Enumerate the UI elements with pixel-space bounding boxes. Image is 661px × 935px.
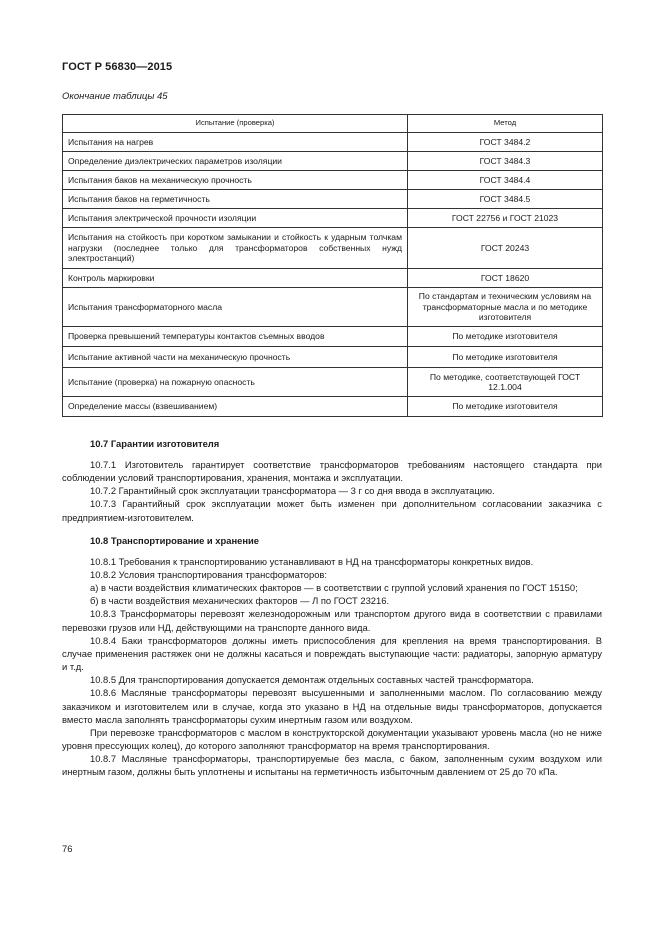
paragraph: 10.8.4 Баки трансформаторов должны иметь приспособления для крепления на время транспортирования. В случае применения растяжек они не должны касаться и повреждать выступающие части: радиаторы, запорную арматуру и т.д.: [62, 634, 602, 673]
test-cell: Испытание (проверка) на пожарную опасность: [63, 368, 408, 397]
table-row: [63, 269, 603, 288]
paragraph: 10.7.3 Гарантийный срок эксплуатации может быть изменен при дополнительном согласовании заказчика с предприятием-изготовителем.: [62, 498, 602, 523]
test-methods-table: [62, 114, 603, 417]
test-cell: Испытания трансформаторного масла: [63, 288, 408, 327]
table-row: [63, 327, 603, 347]
method-cell: ГОСТ 3484.4: [408, 171, 603, 190]
method-cell: ГОСТ 22756 и ГОСТ 21023: [408, 209, 603, 228]
document-body: [62, 437, 602, 778]
test-cell: Испытания электрической прочности изоляции: [63, 209, 408, 228]
document-title: ГОСТ Р 56830—2015: [62, 61, 173, 73]
column-header-method: Метод: [408, 115, 603, 133]
test-cell: Испытания на нагрев: [63, 133, 408, 152]
page-number: 76: [62, 843, 73, 854]
table-row: [63, 152, 603, 171]
paragraph: б) в части воздействия механических факторов — Л по ГОСТ 23216.: [90, 595, 390, 607]
test-cell: Испытания баков на герметичность: [63, 190, 408, 209]
table-row: [63, 397, 603, 417]
method-cell: ГОСТ 3484.3: [408, 152, 603, 171]
table-row: [63, 209, 603, 228]
table-row: [63, 228, 603, 269]
paragraph: 10.8.3 Трансформаторы перевозят железнодорожным или транспортом другого вида в соответствии с правилами перевозки грузов или НД, действующими на транспорте данного вида.: [62, 608, 602, 633]
paragraph: 10.7.1 Изготовитель гарантирует соответствие трансформаторов требованиям настоящего стандарта при соблюдении условий транспортирования, хранения, монтажа и эксплуатации.: [62, 459, 602, 484]
method-cell: По стандартам и техническим условиям на трансформаторные масла и по методике изготовителя: [408, 288, 603, 327]
table-row: [63, 347, 603, 368]
test-cell: Испытание активной части на механическую прочность: [63, 347, 408, 368]
paragraph: 10.8.2 Условия транспортирования трансформаторов:: [90, 568, 327, 580]
test-cell: Испытания на стойкость при коротком замыкании и стойкость к ударным толчкам нагрузки (последнее только для трансформаторов собственных нужд электростанций): [63, 228, 408, 269]
table-row: [63, 171, 603, 190]
test-cell: Проверка превышений температуры контактов съемных вводов: [63, 327, 408, 347]
method-cell: По методике изготовителя: [408, 397, 603, 417]
paragraph: 10.7.2 Гарантийный срок эксплуатации трансформатора — 3 г со дня ввода в эксплуатацию.: [90, 485, 495, 497]
method-cell: ГОСТ 18620: [408, 269, 603, 288]
section-heading-10-8: 10.8 Транспортирование и хранение: [90, 534, 259, 546]
table-row: [63, 368, 603, 397]
test-cell: Определение диэлектрических параметров изоляции: [63, 152, 408, 171]
table-caption: Окончание таблицы 45: [62, 91, 168, 102]
paragraph: 10.8.6 Масляные трансформаторы перевозят высушенными и заполненными маслом. По согласованию между заказчиком и изготовителем или в случае, когда это указано в НД на отдельные виды трансформаторов, допускается вместо масла заполнять трансформаторы сухим инертным газом или воздухом.: [62, 687, 602, 725]
table-row: [63, 190, 603, 209]
table-row: [63, 133, 603, 152]
test-cell: Определение массы (взвешиванием): [63, 397, 408, 417]
column-header-test: Испытание (проверка): [63, 115, 408, 133]
paragraph: а) в части воздействия климатических факторов — в соответствии с группой условий хранения по ГОСТ 15150;: [90, 582, 578, 594]
paragraph: 10.8.5 Для транспортирования допускается демонтаж отдельных составных частей трансформатора.: [90, 674, 534, 686]
section-heading-10-7: 10.7 Гарантии изготовителя: [90, 438, 220, 449]
paragraph: 10.8.1 Требования к транспортированию устанавливают в НД на трансформаторы конкретных видов.: [90, 555, 534, 567]
test-cell: Испытания баков на механическую прочность: [63, 171, 408, 190]
method-cell: ГОСТ 3484.5: [408, 190, 603, 209]
method-cell: По методике изготовителя: [408, 327, 603, 347]
test-cell: Контроль маркировки: [63, 269, 408, 288]
table-row: [63, 288, 603, 327]
method-cell: ГОСТ 20243: [408, 228, 603, 269]
method-cell: По методике изготовителя: [408, 347, 603, 368]
method-cell: ГОСТ 3484.2: [408, 133, 603, 152]
method-cell: По методике, соответствующей ГОСТ 12.1.004: [408, 368, 603, 397]
table-header-row: [63, 115, 603, 133]
paragraph: При перевозке трансформаторов с маслом в конструкторской документации указывают уровень масла (но не ниже уровня прессующих колец), до которого заполняют трансформатор на время транспортирования.: [62, 726, 602, 751]
paragraph: 10.8.7 Масляные трансформаторы, транспортируемые без масла, с баком, заполненным сухим воздухом или инертным газом, должны быть уплотнены и испытаны на герметичность избыточным давлением от 25 до 70 кПа.: [62, 753, 602, 778]
